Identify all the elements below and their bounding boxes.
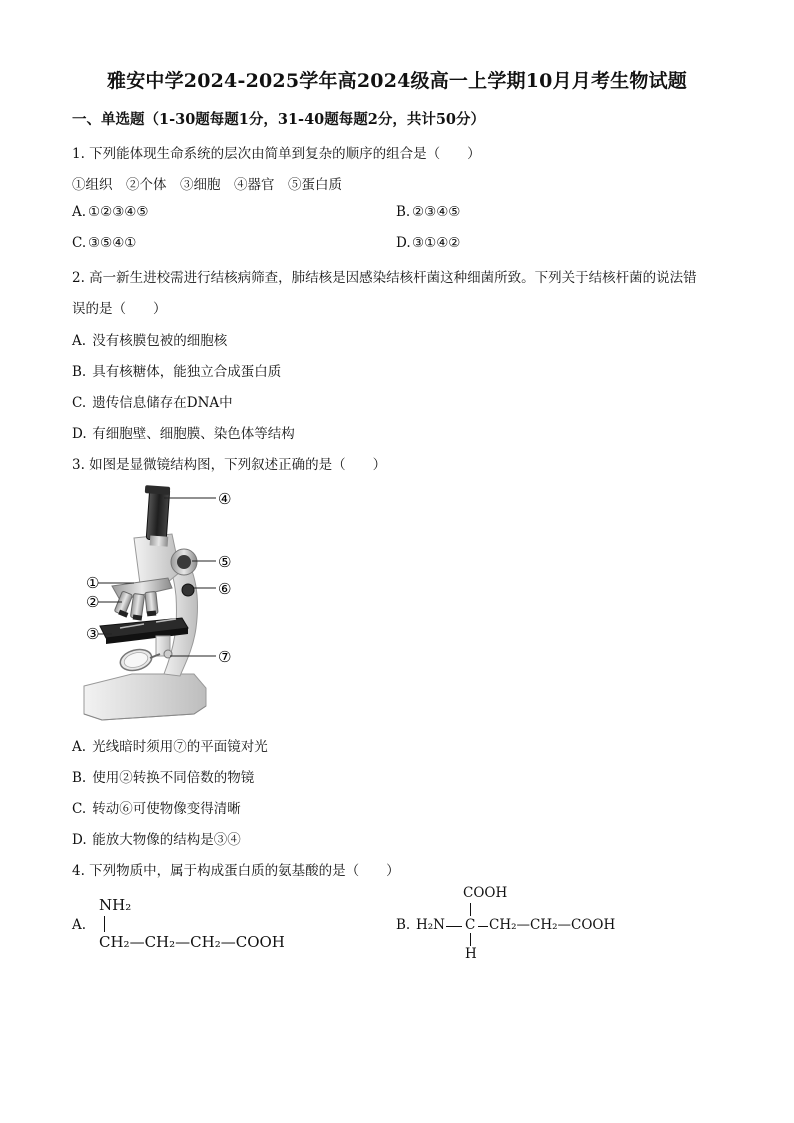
option-label: A.: [72, 204, 87, 220]
q4-b-amino-group: H₂N: [416, 917, 445, 933]
q4-stem: 4. 下列物质中，属于构成蛋白质的氨基酸的是（ ）: [72, 863, 400, 879]
option-label: B.: [72, 364, 87, 380]
q1-stem: 1. 下列能体现生命系统的层次由简单到复杂的顺序的组合是（ ）: [72, 146, 481, 162]
option-label: C.: [72, 235, 87, 251]
microscope-figure: [72, 478, 252, 728]
q4-option-a-label[interactable]: A.: [72, 917, 87, 933]
option-label: D.: [72, 832, 87, 848]
q4-b-carboxyl-top: COOH: [463, 885, 508, 901]
option-text: 能放大物像的结构是③④: [92, 832, 241, 848]
q4-b-hydrogen: H: [465, 946, 477, 962]
q3-option-d[interactable]: [72, 828, 241, 848]
q3-stem: 3. 如图是显微镜结构图，下列叙述正确的是（ ）: [72, 457, 387, 473]
option-label: B.: [72, 770, 87, 786]
option-text: 遗传信息储存在DNA中: [92, 395, 233, 411]
label-7: ⑦: [218, 648, 232, 666]
q3-option-b[interactable]: [72, 766, 254, 786]
option-text: ③⑤④①: [88, 235, 137, 251]
q2-stem-line2: 误的是（ ）: [72, 301, 167, 317]
q4-b-bond-left: [446, 926, 462, 927]
q3-option-c[interactable]: [72, 797, 241, 817]
q1-items: ①组织 ②个体 ③细胞 ④器官 ⑤蛋白质: [72, 177, 342, 193]
q3-option-a[interactable]: [72, 735, 268, 755]
option-text: 没有核膜包被的细胞核: [92, 333, 228, 349]
option-label: B.: [396, 204, 411, 220]
q2-option-d[interactable]: [72, 422, 295, 442]
microscope-illustration: [72, 478, 252, 724]
option-text: 光线暗时须用⑦的平面镜对光: [92, 739, 268, 755]
q4-b-bond-right: [478, 926, 488, 927]
option-text: 转动⑥可使物像变得清晰: [92, 801, 241, 817]
option-text: 有细胞壁、细胞膜、染色体等结构: [92, 426, 295, 442]
option-text: ①②③④⑤: [88, 204, 149, 220]
option-label: D.: [396, 235, 411, 251]
q4-b-side-chain: CH₂—CH₂—COOH: [489, 917, 616, 933]
q2-option-c[interactable]: [72, 391, 233, 411]
label-5: ⑤: [218, 553, 232, 571]
label-6: ⑥: [218, 580, 232, 598]
option-text: ③①④②: [412, 235, 461, 251]
q4-a-amino-group: NH₂: [99, 896, 132, 914]
option-label: A.: [72, 333, 87, 349]
label-2: ②: [86, 593, 100, 611]
q4-a-carbon-chain: CH₂—CH₂—CH₂—COOH: [99, 933, 285, 951]
q4-a-bond-vertical: [104, 916, 105, 932]
option-label: C.: [72, 801, 87, 817]
option-text: ②③④⑤: [412, 204, 461, 220]
section-heading: 一、单选题（1-30题每题1分，31-40题每题2分，共计50分）: [72, 111, 486, 128]
q1-option-b[interactable]: [396, 204, 460, 220]
label-4: ④: [218, 490, 232, 508]
option-label: D.: [72, 426, 87, 442]
option-text: 使用②转换不同倍数的物镜: [92, 770, 255, 786]
option-text: 具有核糖体，能独立合成蛋白质: [92, 364, 282, 380]
q4-option-b-label[interactable]: B.: [396, 917, 411, 933]
label-3: ③: [86, 625, 100, 643]
q2-option-b[interactable]: [72, 360, 281, 380]
q1-option-c[interactable]: [72, 235, 136, 251]
q4-b-bond-up: [470, 903, 471, 916]
q4-b-bond-down: [470, 933, 471, 946]
q1-option-a[interactable]: [72, 204, 149, 220]
page-title: 雅安中学2024-2025学年高2024级高一上学期10月月考生物试题: [107, 70, 687, 92]
q2-option-a[interactable]: [72, 329, 227, 349]
q4-b-alpha-carbon: C: [465, 917, 476, 933]
label-1: ①: [86, 574, 100, 592]
option-label: C.: [72, 395, 87, 411]
q1-option-d[interactable]: [396, 235, 460, 251]
option-label: A.: [72, 739, 87, 755]
q2-stem-line1: 2. 高一新生进校需进行结核病筛查，肺结核是因感染结核杆菌这种细菌所致。下列关于结核杆菌的说法错: [72, 270, 697, 286]
